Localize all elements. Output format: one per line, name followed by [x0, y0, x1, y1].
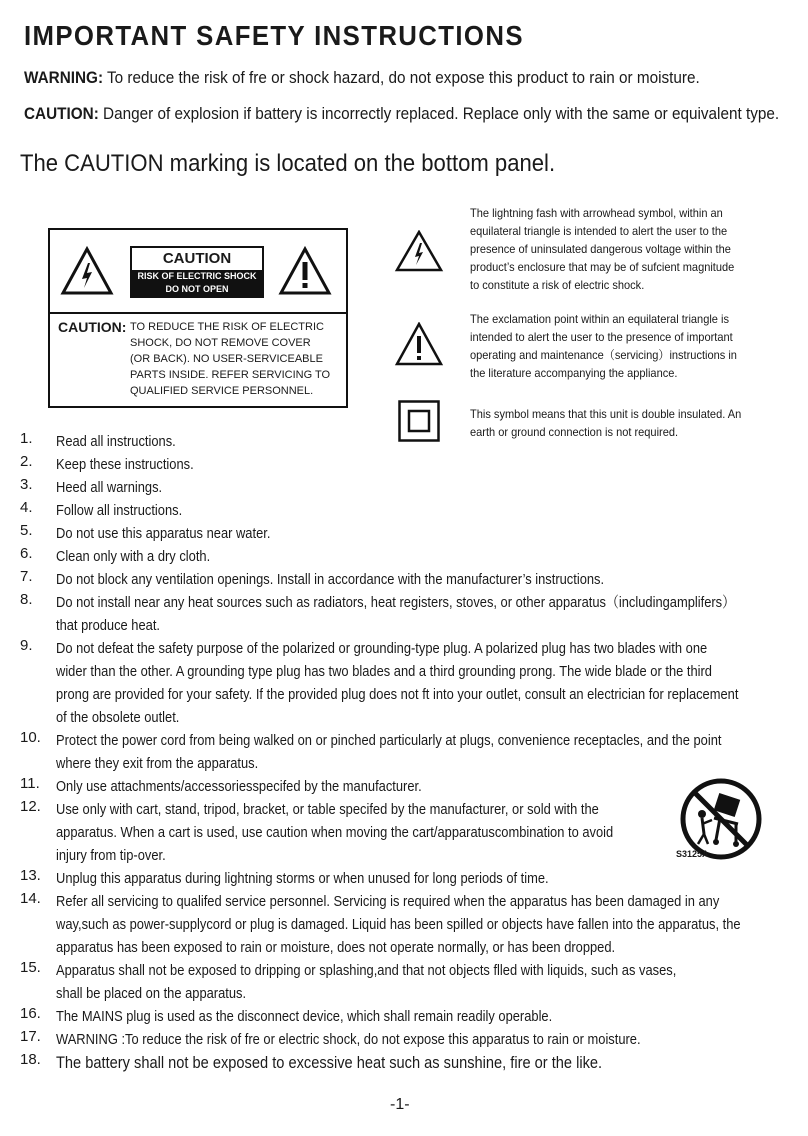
item-text: that produce heat.: [56, 617, 161, 634]
item-text: Clean only with a dry cloth.: [56, 548, 211, 565]
item-number: 3.: [20, 476, 33, 493]
item-number: 17.: [20, 1028, 41, 1045]
symbol-description-exclamation: [470, 310, 746, 382]
item-text: wider than the other. A grounding type plug has two blades and a third grounding prong. The wide blade or the third: [56, 663, 712, 680]
symbol-text-line: operating and maintenance（servicing）instructions in: [470, 348, 737, 362]
caution-label-lead: CAUTION:: [58, 319, 127, 335]
symbol-text-line: to constitute a risk of electric shock.: [470, 278, 645, 292]
exclamation-triangle-icon: [394, 322, 444, 366]
cart-symbol-label: S3125A: [676, 849, 709, 859]
item-number: 15.: [20, 959, 41, 976]
caution-caption-line1: RISK OF ELECTRIC SHOCK: [137, 271, 257, 281]
item-number: 1.: [20, 430, 33, 447]
item-text: apparatus. When a cart is used, use caution when moving the cart/apparatuscombination to avoid: [56, 824, 614, 841]
item-text: of the obsolete outlet.: [56, 709, 180, 726]
caution-text: Danger of explosion if battery is incorrectly replaced. Replace only with the same or equivalent type.: [98, 104, 780, 123]
caution-label-line: TO REDUCE THE RISK OF ELECTRIC: [130, 321, 324, 333]
item-text: Apparatus shall not be exposed to dripping or splashing,and that not objects flled with liquids, such as vases,: [56, 962, 677, 979]
item-text: Follow all instructions.: [56, 502, 183, 519]
warning-label: WARNING:: [24, 68, 104, 87]
exclamation-triangle-icon: [278, 246, 332, 296]
item-number: 13.: [20, 867, 41, 884]
item-text: Do not defeat the safety purpose of the polarized or grounding-type plug. A polarized plug has two blades with one: [56, 640, 708, 657]
item-text: way,such as power-supplycord or plug is damaged. Liquid has been spilled or objects have fallen into the apparatus, the: [56, 916, 741, 933]
page-number: -1-: [390, 1096, 410, 1113]
symbol-text-line: product’s enclosure that may be of sufcient magnitude: [470, 260, 735, 274]
item-text: Read all instructions.: [56, 433, 176, 450]
item-text: The MAINS plug is used as the disconnect device, which shall remain readily operable.: [56, 1008, 553, 1025]
caution-label-line: (OR BACK). NO USER-SERVICEABLE: [130, 353, 323, 365]
lightning-triangle-icon: [394, 230, 444, 272]
caution-label-graphic: [48, 228, 348, 408]
item-number: 8.: [20, 591, 33, 608]
caution-caption: CAUTION: [162, 250, 232, 267]
item-number: 6.: [20, 545, 33, 562]
item-text: Do not use this apparatus near water.: [56, 525, 271, 542]
item-number: 4.: [20, 499, 33, 516]
item-number: 18.: [20, 1051, 41, 1068]
item-text: Keep these instructions.: [56, 456, 194, 473]
item-text: WARNING :To reduce the risk of fre or electric shock, do not expose this apparatus to rain or moisture.: [56, 1031, 641, 1048]
symbol-text-line: presence of uninsulated dangerous voltage within the: [470, 242, 731, 256]
caution-marking-subtitle: The CAUTION marking is located on the bottom panel.: [20, 150, 556, 177]
cart-tip-over-icon: [680, 778, 762, 860]
caution-caption-line2: DO NOT OPEN: [165, 284, 229, 294]
item-text: apparatus has been exposed to rain or moisture, does not operate normally, or has been dropped.: [56, 939, 616, 956]
item-text: where they exit from the apparatus.: [56, 755, 259, 772]
symbol-text-line: This symbol means that this unit is double insulated. An: [470, 407, 742, 421]
symbol-text-line: equilateral triangle is intended to alert the user to the: [470, 224, 728, 238]
item-number: 9.: [20, 637, 33, 654]
caution-caption-box: [130, 246, 264, 298]
caution-label-line: SHOCK, DO NOT REMOVE COVER: [130, 337, 311, 349]
caution-caption-dark: [132, 270, 262, 298]
item-text: prong are provided for your safety. If the provided plug does not ft into your outlet, consult an electrician for replacement: [56, 686, 739, 703]
item-number: 7.: [20, 568, 33, 585]
warning-text: To reduce the risk of fre or shock hazard, do not expose this product to rain or moisture.: [103, 68, 700, 87]
item-number: 2.: [20, 453, 33, 470]
symbol-description-lightning: [470, 204, 746, 294]
item-number: 16.: [20, 1005, 41, 1022]
double-insulated-icon: [398, 400, 440, 442]
symbol-text-line: intended to alert the user to the presence of important: [470, 330, 733, 344]
item-text: Heed all warnings.: [56, 479, 163, 496]
item-text: The battery shall not be exposed to excessive heat such as sunshine, fire or the like.: [56, 1053, 603, 1072]
item-text: Use only with cart, stand, tripod, bracket, or table specifed by the manufacturer, or sold with the: [56, 801, 599, 818]
item-text: Do not block any ventilation openings. Install in accordance with the manufacturer’s instructions.: [56, 571, 605, 588]
item-text: Protect the power cord from being walked on or pinched particularly at plugs, convenience receptacles, and the point: [56, 732, 722, 749]
item-text: Only use attachments/accessoriesspecifed by the manufacturer.: [56, 778, 422, 795]
item-number: 10.: [20, 729, 41, 746]
item-text: Do not install near any heat sources such as radiators, heat registers, stoves, or other apparatus（includingamplifers）: [56, 594, 736, 611]
symbol-text-line: earth or ground connection is not required.: [470, 425, 679, 439]
item-number: 14.: [20, 890, 41, 907]
symbol-text-line: The lightning fash with arrowhead symbol, within an: [470, 206, 723, 220]
caution-label-line: QUALIFIED SERVICE PERSONNEL.: [130, 385, 314, 397]
lightning-triangle-icon: [60, 246, 114, 296]
caution-line: [24, 104, 779, 124]
caution-label-top: [50, 230, 346, 314]
item-number: 12.: [20, 798, 41, 815]
item-number: 11.: [20, 775, 40, 792]
item-number: 5.: [20, 522, 33, 539]
caution-label-line: PARTS INSIDE. REFER SERVICING TO: [130, 369, 331, 381]
item-text: Refer all servicing to qualifed service personnel. Servicing is required when the apparatus has been damaged in any: [56, 893, 720, 910]
caution-label: CAUTION:: [24, 104, 99, 123]
item-text: injury from tip-over.: [56, 847, 166, 864]
item-text: Unplug this apparatus during lightning storms or when unused for long periods of time.: [56, 870, 549, 887]
symbol-text-line: The exclamation point within an equilateral triangle is: [470, 312, 729, 326]
item-text: shall be placed on the apparatus.: [56, 985, 247, 1002]
symbol-text-line: the literature accompanying the appliance.: [470, 366, 678, 380]
symbol-description-double-insulated: [470, 405, 746, 441]
page-title: IMPORTANT SAFETY INSTRUCTIONS: [24, 20, 524, 51]
warning-line: [24, 68, 700, 88]
